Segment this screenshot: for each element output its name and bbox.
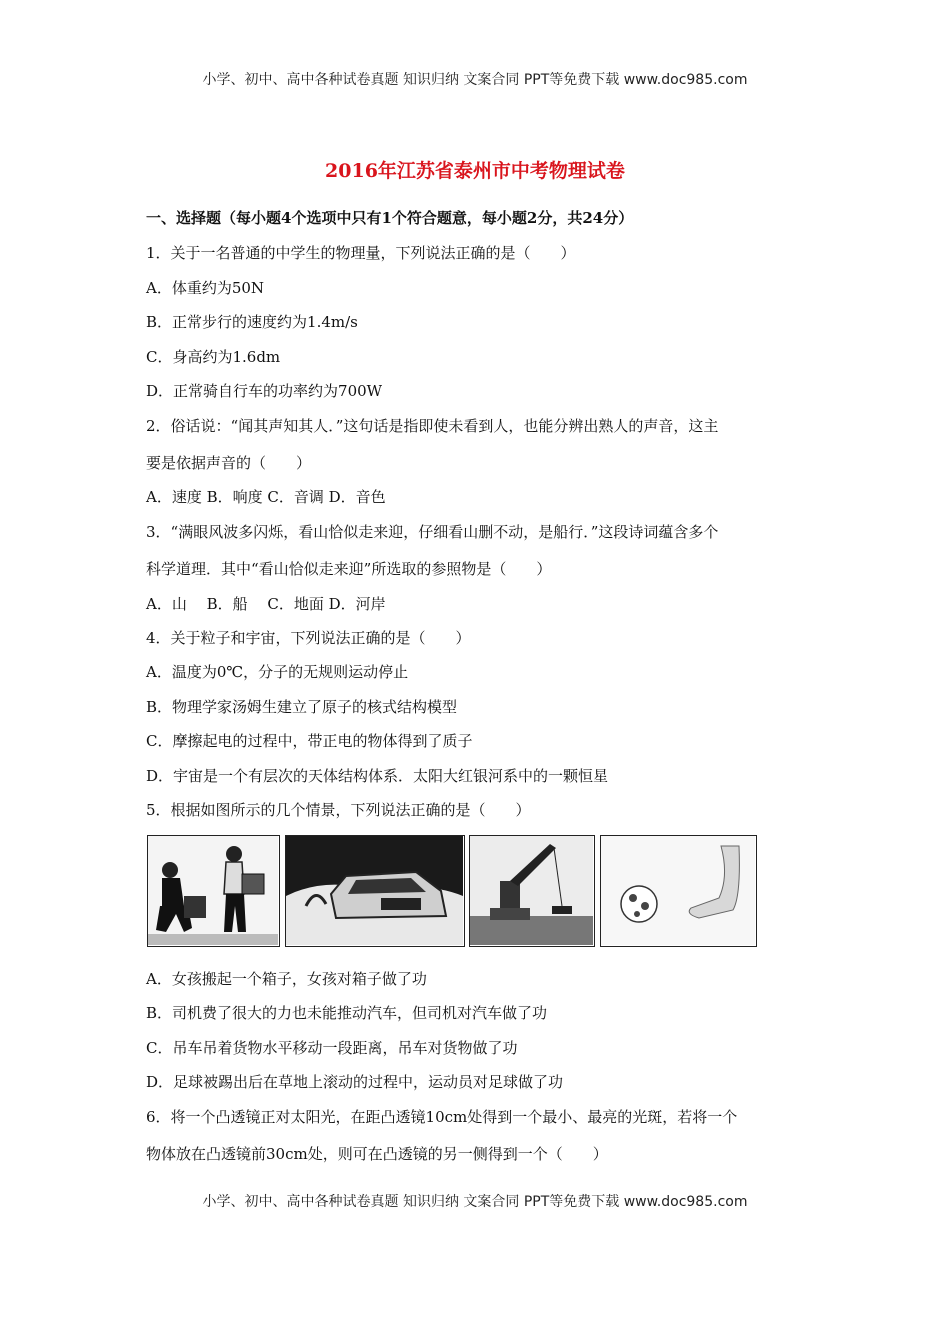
figure-crane-lifting-cargo bbox=[469, 835, 595, 947]
option-5d: D．足球被踢出后在草地上滚动的过程中，运动员对足球做了功 bbox=[146, 1073, 564, 1091]
question-1: 1．关于一名普通的中学生的物理量，下列说法正确的是（ ） bbox=[146, 244, 576, 262]
option-4b: B．物理学家汤姆生建立了原子的核式结构模型 bbox=[146, 698, 458, 716]
option-5a: A．女孩搬起一个箱子，女孩对箱子做了功 bbox=[146, 970, 427, 988]
question-5-figure bbox=[145, 829, 757, 953]
figure-car-in-snow bbox=[285, 835, 465, 947]
option-1d: D．正常骑自行车的功率约为700W bbox=[146, 382, 383, 400]
page-footer: 小学、初中、高中各种试卷真题 知识归纳 文案合同 PPT等免费下载 www.doc985.com bbox=[202, 1194, 748, 1210]
question-3-cont: 科学道理．其中“看山恰似走来迎”所选取的参照物是（ ） bbox=[146, 560, 552, 578]
figure-kicked-soccer-ball bbox=[600, 835, 757, 947]
question-4: 4．关于粒子和宇宙，下列说法正确的是（ ） bbox=[146, 629, 471, 647]
question-5: 5．根据如图所示的几个情景，下列说法正确的是（ ） bbox=[146, 801, 531, 819]
option-4c: C．摩擦起电的过程中，带正电的物体得到了质子 bbox=[146, 732, 473, 750]
question-3: 3．“满眼风波多闪烁，看山恰似走来迎，仔细看山删不动，是船行．”这段诗词蕴含多个 bbox=[146, 523, 719, 541]
page-header: 小学、初中、高中各种试卷真题 知识归纳 文案合同 PPT等免费下载 www.doc985.com bbox=[202, 72, 748, 88]
figure-girl-lifting-box bbox=[147, 835, 280, 947]
question-6-cont: 物体放在凸透镜前30cm处，则可在凸透镜的另一侧得到一个（ ） bbox=[146, 1145, 608, 1163]
options-2: A．速度 B．响度 C．音调 D．音色 bbox=[146, 488, 386, 506]
option-1c: C．身高约为1.6dm bbox=[146, 348, 281, 366]
question-6: 6．将一个凸透镜正对太阳光，在距凸透镜10cm处得到一个最小、最亮的光斑，若将一个 bbox=[146, 1108, 738, 1126]
option-1a: A．体重约为50N bbox=[146, 279, 265, 297]
option-5c: C．吊车吊着货物水平移动一段距离，吊车对货物做了功 bbox=[146, 1039, 518, 1057]
question-2: 2．俗话说：“闻其声知其人．”这句话是指即使未看到人，也能分辨出熟人的声音，这主 bbox=[146, 417, 719, 435]
option-5b: B．司机费了很大的力也未能推动汽车，但司机对汽车做了功 bbox=[146, 1004, 548, 1022]
question-2-cont: 要是依据声音的（ ） bbox=[146, 454, 312, 472]
options-3: A．山 B．船 C．地面 D．河岸 bbox=[146, 595, 386, 613]
option-1b: B．正常步行的速度约为1.4m/s bbox=[146, 313, 358, 331]
exam-title: 2016年江苏省泰州市中考物理试卷 bbox=[325, 160, 625, 182]
option-4d: D．宇宙是一个有层次的天体结构体系．太阳大红银河系中的一颗恒星 bbox=[146, 767, 609, 785]
section-heading: 一、选择题（每小题4个选项中只有1个符合题意，每小题2分，共24分） bbox=[146, 209, 634, 227]
option-4a: A．温度为0℃，分子的无规则运动停止 bbox=[146, 663, 409, 681]
